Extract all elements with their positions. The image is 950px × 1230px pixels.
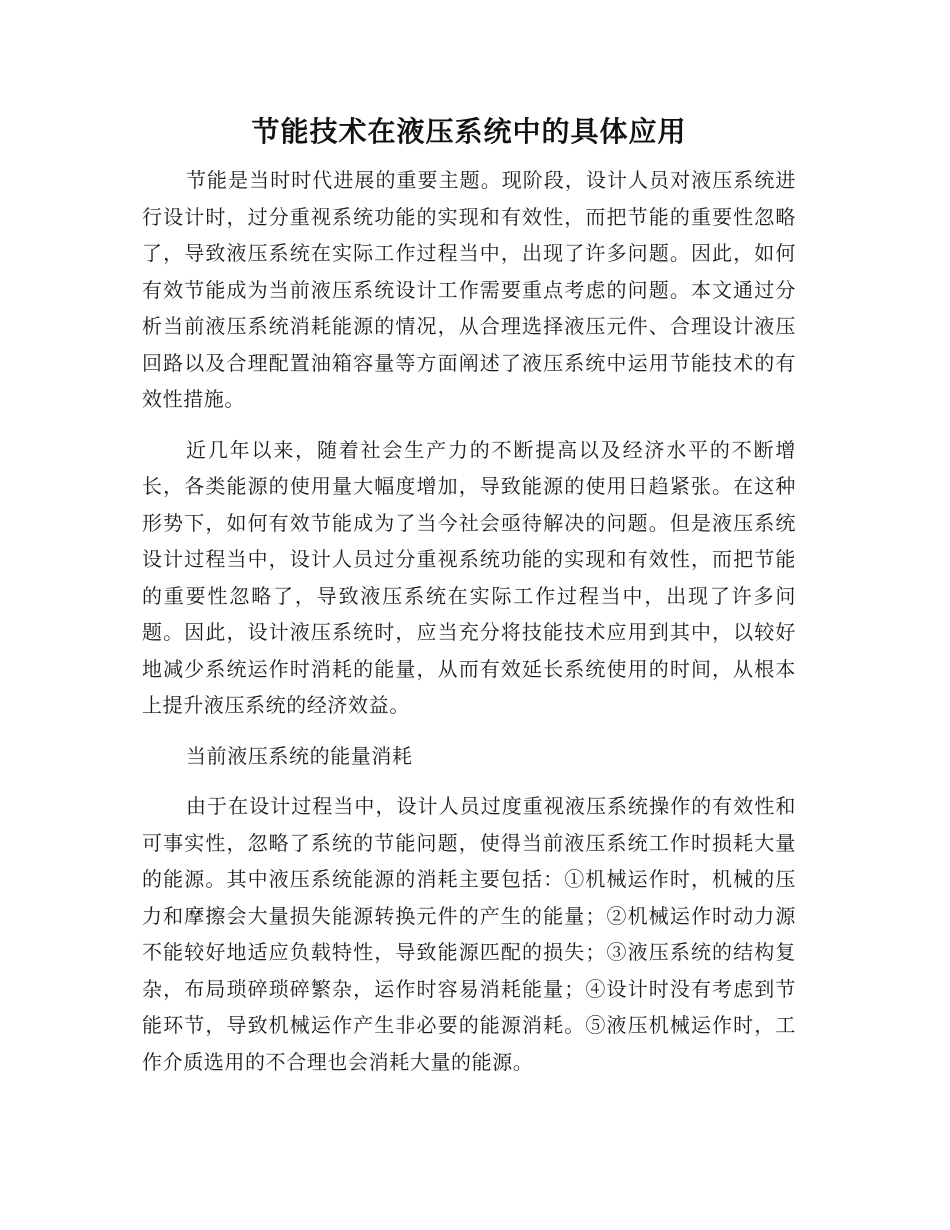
section-heading: 当前液压系统的能量消耗 [186,743,413,768]
document-title: 节能技术在液压系统中的具体应用 [251,115,687,148]
background-paragraph: 近几年以来，随着社会生产力的不断提高以及经济水平的不断增长，各类能源的使用量大幅度增加，导致能源的使用日趋紧张。在这种形势下，如何有效节能成为了当今社会亟待解决的问题。但是液压系统设计过程当中，设计人员过分重视系统功能的实现和有效性，而把节能的重要性忽略了，导致液压系统在实际工作过程当中，出现了许多问题。因此，设计液压系统时，应当充分将技能技术应用到其中，以较好地减少系统运作时消耗的能量，从而有效延长系统使用的时间，从根本上提升液压系统的经济效益。 [142,437,796,717]
section-paragraph: 由于在设计过程当中，设计人员过度重视液压系统操作的有效性和可事实性，忽略了系统的节能问题，使得当前液压系统工作时损耗大量的能源。其中液压系统能源的消耗主要包括：①机械运作时，机械的压力和摩擦会大量损失能源转换元件的产生的能量；②机械运作时动力源不能较好地适应负载特性，导致能源匹配的损失；③液压系统的结构复杂，布局琐碎琐碎繁杂，运作时容易消耗能量；④设计时没有考虑到节能环节，导致机械运作产生非必要的能源消耗。⑤液压机械运作时，工作介质选用的不合理也会消耗大量的能源。 [142,794,796,1074]
document-page [142,100,796,1094]
intro-paragraph: 节能是当时时代进展的重要主题。现阶段，设计人员对液压系统进行设计时，过分重视系统功能的实现和有效性，而把节能的重要性忽略了，导致液压系统在实际工作过程当中，出现了许多问题。因此，如何有效节能成为当前液压系统设计工作需要重点考虑的问题。本文通过分析当前液压系统消耗能源的情况，从合理选择液压元件、合理设计液压回路以及合理配置油箱容量等方面阐述了液压系统中运用节能技术的有效性措施。 [142,168,796,411]
